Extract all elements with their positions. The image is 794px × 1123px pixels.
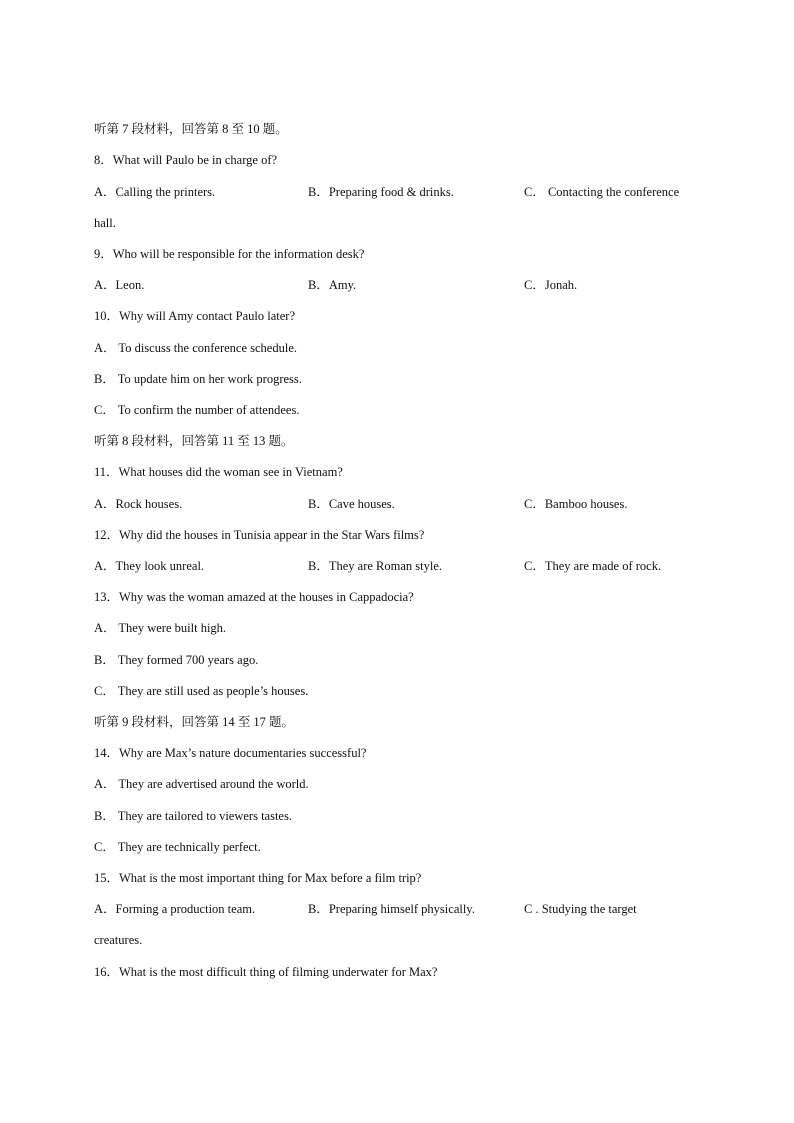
- option-c: C．They are made of rock.: [524, 559, 662, 573]
- question-12-options: [94, 558, 700, 574]
- option-b: B． They are tailored to viewers tastes.: [94, 809, 292, 823]
- question-10-stem: 10．Why will Amy contact Paulo later?: [94, 309, 295, 323]
- question-8-options: [94, 184, 700, 200]
- question-15-stem: 15．What is the most important thing for Max before a film trip?: [94, 871, 422, 885]
- option-c: C．Bamboo houses.: [524, 497, 628, 511]
- option-a: A． To discuss the conference schedule.: [94, 341, 297, 355]
- question-11-options: [94, 496, 700, 512]
- question-14-stem: 14．Why are Max’s nature documentaries successful?: [94, 746, 367, 760]
- option-c-word: .: [535, 902, 539, 916]
- option-b: B．Cave houses.: [308, 497, 395, 511]
- option-c: [524, 901, 700, 917]
- option-c: C． To confirm the number of attendees.: [94, 403, 300, 417]
- question-8-stem: 8．What will Paulo be in charge of?: [94, 153, 278, 167]
- option-c: C． Contacting the conference: [524, 185, 680, 199]
- question-11-stem: 11．What houses did the woman see in Vietnam?: [94, 465, 343, 479]
- option-c: C． They are technically perfect.: [94, 840, 261, 854]
- section-heading-8: 听第 8 段材料，回答第 11 至 13 题。: [94, 434, 294, 448]
- question-9-stem: 9．Who will be responsible for the information desk?: [94, 247, 365, 261]
- question-13-stem: 13．Why was the woman amazed at the houses in Cappadocia?: [94, 590, 414, 604]
- option-b: B．Amy.: [308, 278, 357, 292]
- option-c-continuation: hall.: [94, 216, 116, 230]
- option-a: A．Rock houses.: [94, 497, 183, 511]
- option-c: C． They are still used as people’s houses.: [94, 684, 309, 698]
- option-c-word: C: [524, 902, 533, 916]
- option-c-word: Studying: [541, 902, 587, 916]
- option-c-continuation: creatures.: [94, 933, 143, 947]
- section-heading-9: 听第 9 段材料，回答第 14 至 17 题。: [94, 715, 295, 729]
- question-9-options: [94, 277, 700, 293]
- option-a: A．Calling the printers.: [94, 185, 216, 199]
- option-a: A． They were built high.: [94, 621, 227, 635]
- option-a: A．They look unreal.: [94, 559, 205, 573]
- question-15-options: [94, 901, 700, 917]
- option-b: B．Preparing food & drinks.: [308, 185, 454, 199]
- question-16-stem: 16．What is the most difficult thing of filming underwater for Max?: [94, 965, 438, 979]
- option-b: B．Preparing himself physically.: [308, 902, 475, 916]
- option-a: A．Leon.: [94, 278, 145, 292]
- option-c-word: the: [590, 902, 606, 916]
- option-b: B． They formed 700 years ago.: [94, 653, 259, 667]
- option-a: A．Forming a production team.: [94, 902, 256, 916]
- option-b: B． To update him on her work progress.: [94, 372, 302, 386]
- option-c: C．Jonah.: [524, 278, 578, 292]
- option-a: A． They are advertised around the world.: [94, 777, 309, 791]
- option-b: B．They are Roman style.: [308, 559, 442, 573]
- option-c-word: target: [608, 902, 637, 916]
- section-heading-7: 听第 7 段材料，回答第 8 至 10 题。: [94, 122, 288, 136]
- question-12-stem: 12．Why did the houses in Tunisia appear in the Star Wars films?: [94, 528, 425, 542]
